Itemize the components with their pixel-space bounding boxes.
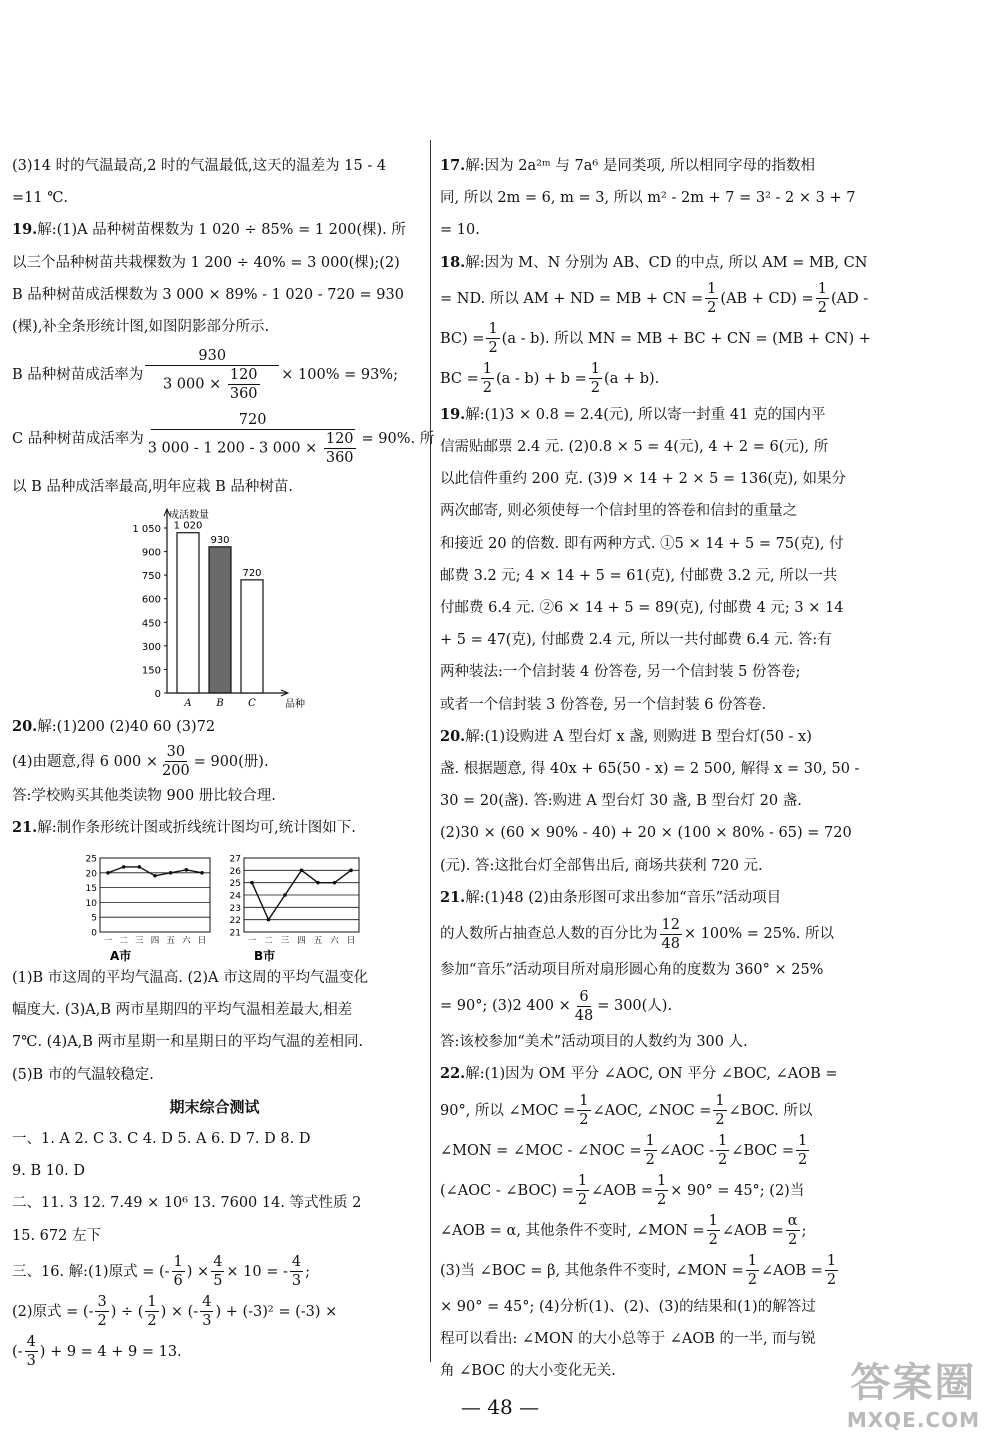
fraction-numerator: 1: [579, 1093, 589, 1110]
fraction-numerator: 1: [590, 361, 601, 378]
fraction-numerator: 1: [173, 1254, 183, 1271]
fraction-denominator: 2: [826, 1272, 837, 1289]
fraction-denominator: 3: [26, 1353, 36, 1370]
fraction-numerator: 930: [145, 347, 279, 366]
watermark-url: MXQE.COM: [846, 1408, 980, 1432]
line-charts-container: [12, 844, 417, 962]
text-line: 角 ∠BOC 的大小变化无关.: [440, 1363, 616, 1380]
watermark-text: 答案圈: [850, 1360, 977, 1406]
equation-22-b: [440, 1131, 860, 1171]
fraction-numerator: 4: [202, 1294, 212, 1311]
question-20: [12, 711, 417, 743]
equation-22-d: [440, 1211, 860, 1251]
eq-text: (4)由题意,得 6 000 ×: [12, 753, 159, 770]
text-line: (5)B 市的气温较稳定.: [12, 1066, 154, 1083]
data-point: [283, 893, 287, 897]
eq-text: ;: [801, 1222, 807, 1239]
watermark-logo: [847, 1351, 980, 1432]
x-tick-label: 六: [182, 936, 191, 947]
fraction-denominator: 3: [202, 1313, 212, 1330]
eq-text: 3 000 ×: [162, 376, 222, 393]
eq-text: (3)当 ∠BOC = β, 其他条件不变时, ∠MON =: [440, 1262, 744, 1279]
fraction-denominator: [161, 366, 264, 403]
text-line: 解:(1)设购进 A 型台灯 x 盏, 则购进 B 型台灯(50 - x): [465, 728, 812, 745]
y-tick-label: 300: [141, 642, 161, 654]
text-line: 15. 672 左下: [12, 1227, 101, 1244]
question-number: 20.: [12, 718, 38, 736]
data-point: [185, 868, 189, 872]
eq-text: 3 000 - 1 200 - 3 000 ×: [147, 440, 318, 457]
y-tick-label: 23: [229, 903, 241, 914]
fraction: [146, 411, 360, 467]
eq-text: = 900(册).: [193, 753, 269, 770]
x-tick-label: 四: [150, 936, 160, 947]
eq-text: BC =: [440, 370, 479, 387]
y-tick-label: 24: [229, 891, 241, 902]
fraction: [200, 1293, 213, 1330]
x-tick-label: A: [184, 698, 192, 710]
text-line: 程可以看出: ∠MON 的大小总等于 ∠AOB 的一半, 而与锐: [440, 1330, 816, 1347]
fraction-denominator: 5: [213, 1273, 223, 1290]
data-point: [250, 881, 254, 885]
x-tick-label: 六: [330, 936, 339, 947]
fraction-numerator: 1: [717, 1133, 728, 1150]
text-line: 解:(1)A 品种树苗棵数为 1 020 ÷ 85% = 1 200(棵). 所: [37, 222, 406, 239]
column-divider: [430, 140, 431, 1362]
fraction-half: [589, 360, 602, 397]
fraction-numerator: 1: [577, 1173, 588, 1190]
fraction: [228, 366, 260, 403]
fraction-denominator: 360: [325, 450, 354, 467]
question-22: [440, 1058, 860, 1090]
fraction-denominator: 360: [229, 386, 258, 403]
fraction-half: [486, 320, 499, 357]
data-point: [106, 871, 110, 875]
fraction-half: [576, 1172, 589, 1209]
equation-16-1: [12, 1252, 417, 1292]
question-number: 21.: [12, 818, 38, 836]
question-21: [12, 812, 417, 844]
x-tick-label: 二: [264, 936, 273, 947]
question-number: 20.: [440, 727, 466, 745]
eq-text: × 100% = 93%;: [281, 367, 398, 384]
data-point: [122, 865, 126, 869]
equation-22-e: [440, 1251, 860, 1291]
fraction-denominator: 2: [579, 1112, 589, 1129]
fraction-numerator: 4: [26, 1334, 36, 1351]
fraction: [145, 347, 279, 403]
eq-text: BC) =: [440, 330, 485, 347]
bar-data-label: 720: [242, 568, 262, 580]
text-line: 两种装法:一个信封装 4 份答卷, 另一个信封装 5 份答卷;: [440, 664, 801, 681]
y-tick-label: 900: [141, 547, 161, 559]
eq-text: ;: [305, 1263, 311, 1280]
bar-A: [177, 533, 199, 693]
fraction-numerator: 120: [229, 367, 258, 384]
text-line: 解:(1)因为 OM 平分 ∠AOC, ON 平分 ∠BOC, ∠AOB =: [465, 1066, 838, 1083]
fraction: [786, 1212, 800, 1249]
fraction-denominator: 2: [97, 1313, 107, 1330]
y-tick-label: 10: [85, 898, 97, 909]
eq-text: ) ÷ (: [110, 1303, 144, 1320]
x-tick-label: 一: [103, 936, 113, 947]
fraction: [324, 430, 356, 467]
eq-text: × 90° = 45°; (2)当: [670, 1182, 805, 1199]
data-point: [300, 869, 304, 873]
fraction-numerator: 1: [715, 1093, 725, 1110]
text-line: 盏. 根据题意, 得 40x + 65(50 - x) = 2 500, 解得 x = 30, 50 -: [440, 761, 860, 778]
bar-chart: [12, 503, 312, 711]
y-tick-label: 450: [141, 618, 161, 630]
question-19: [440, 399, 860, 431]
x-tick-label: B: [216, 698, 224, 710]
fraction-denominator: 2: [482, 380, 493, 397]
question-number: 22.: [440, 1065, 466, 1083]
fraction-denominator: 2: [817, 300, 827, 317]
eq-text: ∠MON = ∠MOC - ∠NOC =: [440, 1142, 642, 1159]
text-line: 9. B 10. D: [12, 1163, 86, 1180]
eq-text: ) × (-: [160, 1303, 199, 1320]
eq-text: ∠AOB =: [760, 1262, 823, 1279]
x-tick-label: 三: [135, 936, 144, 947]
fraction: [573, 988, 595, 1025]
fraction-half: [716, 1132, 729, 1169]
fraction: [290, 1253, 303, 1290]
y-tick-label: 600: [141, 595, 161, 607]
x-tick-label: 二: [119, 936, 128, 947]
y-tick-label: 22: [229, 916, 241, 927]
text-line: 解:制作条形统计图或折线统计图均可,统计图如下.: [37, 819, 356, 836]
equation-22-a: [440, 1091, 860, 1131]
text-line: (3)14 时的气温最高,2 时的气温最低,这天的温差为 15 - 4: [12, 158, 387, 174]
data-point: [169, 871, 173, 875]
text-line: (棵),补全条形统计图,如图阴影部分所示.: [12, 319, 270, 336]
bar-data-label: 930: [210, 535, 230, 547]
eq-text: = 300(人).: [597, 998, 673, 1015]
text-line: (2)30 × (60 × 90% - 40) + 20 × (100 × 80% - 65) = 720: [440, 825, 852, 842]
text-line: 邮费 3.2 元; 4 × 14 + 5 = 61(克), 付邮费 3.2 元, 所以一共: [440, 567, 838, 584]
x-tick-label: 四: [297, 936, 306, 947]
fraction-numerator: 1: [817, 281, 827, 298]
text-line: 信需贴邮票 2.4 元. (2)0.8 × 5 = 4(元), 4 + 2 = 6(元), 所: [440, 439, 829, 456]
section-title: 期末综合测试: [169, 1097, 260, 1116]
equation-16-3: [12, 1332, 417, 1372]
x-tick-label: 五: [166, 936, 175, 947]
fraction-denominator: 2: [707, 300, 717, 317]
fraction-denominator: 6: [173, 1273, 183, 1290]
text-line: 解:(1)200 (2)40 60 (3)72: [37, 719, 216, 736]
eq-text: ∠AOC -: [658, 1142, 714, 1159]
question-19: [12, 214, 417, 246]
data-point: [138, 865, 142, 869]
fraction-numerator: 1: [657, 1173, 667, 1190]
fraction: [660, 916, 682, 953]
fraction-half: [713, 1092, 726, 1129]
fraction-numerator: 1: [482, 361, 493, 378]
text-line: 30 = 20(盏). 答:购进 A 型台灯 30 盏, B 型台灯 20 盏.: [440, 793, 802, 810]
question-number: 19.: [12, 221, 38, 239]
fraction-numerator: 3: [97, 1294, 107, 1311]
equation-18-b: [440, 319, 871, 359]
bar-C: [241, 580, 263, 693]
fraction: [160, 743, 192, 780]
text-line: 以 B 品种成活率最高,明年应栽 B 品种树苗.: [12, 479, 293, 496]
text-line: 参加“音乐”活动项目所对扇形圆心角的度数为 360° × 25%: [440, 962, 824, 979]
fraction-denominator: 2: [788, 1232, 798, 1249]
eq-text: (a - b). 所以 MN = MB + BC + CN = (MB + CN) +: [501, 330, 871, 347]
fraction: [95, 1293, 108, 1330]
eq-text: (a + b).: [604, 370, 660, 387]
equation-16-2: [12, 1292, 417, 1332]
eq-text: ) ×: [186, 1263, 210, 1280]
eq-text: ∠AOB = α, 其他条件不变时, ∠MON =: [440, 1222, 705, 1239]
y-tick-label: 20: [85, 869, 97, 880]
eq-text: (AB + CD) =: [720, 290, 814, 307]
fraction-denominator: 2: [488, 340, 498, 357]
x-tick-label: 五: [313, 936, 323, 947]
y-tick-label: 27: [229, 854, 241, 865]
fraction-denominator: 2: [717, 1152, 728, 1169]
text-line: 7℃. (4)A,B 两市星期一和星期日的平均气温的差相同.: [12, 1034, 364, 1051]
fraction-half: [481, 360, 494, 397]
y-tick-label: 1 050: [132, 524, 161, 536]
fraction-denominator: 2: [708, 1232, 718, 1249]
x-axis-title: 品种: [285, 699, 305, 711]
fraction: [25, 1333, 38, 1370]
text-line: 解:因为 M、N 分别为 AB、CD 的中点, 所以 AM = MB, CN: [465, 254, 868, 271]
text-line: 幅度大. (3)A,B 两市星期四的平均气温相差最大,相差: [12, 1002, 353, 1019]
fraction-half: [796, 1132, 809, 1169]
fraction-numerator: 4: [213, 1254, 223, 1271]
y-tick-label: 150: [141, 665, 161, 677]
fraction-half: [644, 1132, 657, 1169]
equation-c-rate: [12, 407, 435, 471]
question-21: [440, 882, 860, 914]
eq-text: 的人数所占抽查总人数的百分比为: [440, 925, 658, 942]
fraction-denominator: 2: [747, 1272, 757, 1289]
question-number: 18.: [440, 253, 466, 271]
eq-text: ∠AOC, ∠NOC =: [592, 1102, 712, 1119]
x-tick-label: 一: [247, 936, 257, 947]
equation-b-rate: [12, 343, 417, 407]
line-charts: [12, 844, 356, 964]
question-number: 17.: [440, 157, 466, 174]
y-tick-label: 25: [229, 879, 241, 890]
text-line: 答:学校购买其他类读物 900 册比较合理.: [12, 787, 276, 804]
fraction-denominator: 2: [590, 380, 601, 397]
question-18: [440, 247, 868, 279]
text-line: 解:(1)48 (2)由条形图可求出参加“音乐”活动项目: [465, 889, 782, 906]
fraction-numerator: 1: [645, 1133, 655, 1150]
x-tick-label: C: [248, 698, 256, 710]
fraction-numerator: 1: [708, 1213, 718, 1230]
equation-21-a: [440, 914, 860, 954]
text-line: =11 ℃.: [12, 190, 69, 207]
text-line: (元). 答:这批台灯全部售出后, 商场共获利 720 元.: [440, 857, 763, 874]
fraction-numerator: 1: [747, 1253, 757, 1270]
fraction-half: [825, 1252, 838, 1289]
fraction: [211, 1253, 224, 1290]
fraction-denominator: 2: [147, 1313, 157, 1330]
fraction-half: [816, 280, 829, 317]
y-tick-label: 5: [91, 913, 97, 924]
y-tick-label: 0: [91, 928, 97, 939]
data-point: [316, 881, 320, 885]
bar-data-label: 1 020: [173, 521, 203, 533]
eq-text: B 品种树苗成活率为: [12, 367, 144, 384]
text-line: + 5 = 47(克), 付邮费 2.4 元, 所以一共付邮费 6.4 元. 答:有: [440, 632, 832, 649]
fraction: [145, 1293, 158, 1330]
eq-text: × 10 = -: [226, 1263, 288, 1280]
eq-text: 90°, 所以 ∠MOC =: [440, 1102, 576, 1119]
data-point: [267, 918, 271, 922]
chart-title: B市: [254, 949, 276, 964]
equation-18-a: [440, 279, 869, 319]
eq-text: ) + 9 = 4 + 9 = 13.: [39, 1343, 182, 1360]
fraction-numerator: 1: [488, 321, 498, 338]
text-line: 两次邮寄, 则必须使每一个信封里的答卷和信封的重量之: [440, 503, 798, 520]
question-number: 21.: [440, 888, 466, 906]
text-line: 和接近 20 的倍数. 即有两种方式. ①5 × 14 + 5 = 75(克), 付: [440, 535, 844, 552]
fraction-denominator: 2: [798, 1152, 808, 1169]
eq-text: (-: [12, 1343, 23, 1360]
data-point: [153, 874, 157, 878]
y-tick-label: 0: [154, 689, 161, 701]
question-number: 19.: [440, 405, 466, 423]
left-column: [12, 150, 435, 1372]
eq-text: × 100% = 25%. 所以: [683, 925, 834, 942]
fraction-numerator: 4: [291, 1254, 302, 1271]
fraction-denominator: 2: [715, 1112, 725, 1129]
x-tick-label: 三: [280, 936, 290, 947]
eq-text: ∠BOC. 所以: [728, 1102, 813, 1119]
fraction-denominator: [146, 430, 360, 467]
fraction-denominator: 2: [657, 1192, 667, 1209]
text-line: 同, 所以 2m = 6, m = 3, 所以 m² - 2m + 7 = 3² - 2 × 3 + 7: [440, 190, 856, 207]
eq-text: (2)原式 = (-: [12, 1303, 94, 1320]
x-tick-label: 日: [197, 936, 207, 947]
fraction-half: [577, 1092, 590, 1129]
fraction-half: [746, 1252, 759, 1289]
text-line: = 10.: [440, 222, 480, 239]
right-column: [440, 150, 871, 1387]
text-line: (1)B 市这周的平均气温高. (2)A 市这周的平均气温变化: [12, 970, 369, 987]
text-line: 一、1. A 2. C 3. C 4. D 5. A 6. D 7. D 8. D: [12, 1131, 311, 1148]
text-line: 以三个品种树苗共栽棵数为 1 200 ÷ 40% = 3 000(棵);(2): [12, 254, 400, 271]
eq-text: (a - b) + b =: [496, 370, 587, 387]
equation-books: [12, 744, 417, 780]
eq-text: ∠BOC =: [731, 1142, 795, 1159]
fraction-numerator: 1: [798, 1133, 808, 1150]
chart-title: A市: [110, 949, 132, 964]
eq-text: = ND. 所以 AM + ND = MB + CN =: [440, 290, 704, 307]
text-line: 答:该校参加“美术”活动项目的人数约为 300 人.: [440, 1034, 748, 1051]
y-tick-label: 750: [141, 571, 161, 583]
fraction-half: [705, 280, 718, 317]
text-line: 以此信件重约 200 克. (3)9 × 14 + 2 × 5 = 136(克), 如果分: [440, 471, 846, 488]
text-line: 解:(1)3 × 0.8 = 2.4(元), 所以寄一封重 41 克的国内平: [465, 406, 826, 423]
question-20: [440, 721, 860, 753]
y-tick-label: 21: [229, 928, 241, 939]
text-line: 解:因为 2a²ᵐ 与 7a⁶ 是同类项, 所以相同字母的指数相: [465, 158, 816, 174]
y-tick-label: 26: [229, 866, 241, 877]
y-tick-label: 15: [85, 884, 97, 895]
equation-21-b: [440, 986, 860, 1026]
fraction-numerator: 720: [151, 411, 355, 430]
equation-18-c: [440, 359, 860, 399]
fraction: [172, 1253, 185, 1290]
fraction-numerator: 12: [661, 916, 680, 933]
fraction-denominator: 2: [577, 1192, 588, 1209]
eq-text: ∠AOB =: [721, 1222, 784, 1239]
eq-text: (∠AOC - ∠BOC) =: [440, 1182, 574, 1199]
fraction-numerator: 1: [826, 1253, 837, 1270]
eq-text: ) + (-3)² = (-3) ×: [215, 1303, 338, 1320]
data-point: [200, 871, 204, 875]
fraction-denominator: 48: [574, 1007, 594, 1024]
page-number: — 48 —: [460, 1395, 540, 1419]
text-line: 二、11. 3 12. 7.49 × 10⁶ 13. 7600 14. 等式性质 2: [12, 1195, 362, 1212]
bar-chart-container: [12, 503, 417, 711]
text-line: 付邮费 6.4 元. ②6 × 14 + 5 = 89(克), 付邮费 4 元; 3 × 14: [440, 600, 844, 617]
question-17: [440, 150, 860, 182]
fraction-half: [655, 1172, 668, 1209]
fraction-denominator: 48: [661, 935, 680, 952]
data-point: [349, 869, 353, 873]
fraction-numerator: 6: [579, 988, 589, 1005]
bar-B: [209, 547, 231, 693]
equation-22-c: [440, 1171, 860, 1211]
fraction-denominator: 2: [645, 1152, 655, 1169]
data-point: [333, 881, 337, 885]
eq-text: ∠AOB =: [591, 1182, 654, 1199]
fraction-numerator: 120: [325, 431, 354, 448]
eq-text: 三、16. 解:(1)原式 = (-: [12, 1263, 170, 1280]
text-line: B 品种树苗成活棵数为 3 000 × 89% - 1 020 - 720 = 930: [12, 286, 404, 303]
eq-text: = 90%. 所: [361, 431, 435, 448]
fraction-numerator: 1: [147, 1294, 157, 1311]
fraction-half: [707, 1212, 720, 1249]
fraction-denominator: 200: [162, 763, 190, 780]
fraction-numerator: 30: [166, 744, 186, 761]
eq-text: (AD -: [830, 290, 869, 307]
x-tick-label: 日: [346, 936, 356, 947]
fraction-numerator: α: [787, 1213, 798, 1230]
text-line: × 90° = 45°; (4)分析(1)、(2)、(3)的结果和(1)的解答过: [440, 1298, 816, 1315]
text-line: 或者一个信封装 3 份答卷, 另一个信封装 6 份答卷.: [440, 696, 767, 713]
eq-text: = 90°; (3)2 400 ×: [440, 998, 571, 1015]
eq-text: C 品种树苗成活率为: [12, 431, 144, 448]
y-axis-title: 成活数量: [169, 510, 209, 522]
fraction-numerator: 1: [707, 281, 717, 298]
fraction-denominator: 3: [291, 1273, 302, 1290]
y-tick-label: 25: [85, 854, 97, 865]
